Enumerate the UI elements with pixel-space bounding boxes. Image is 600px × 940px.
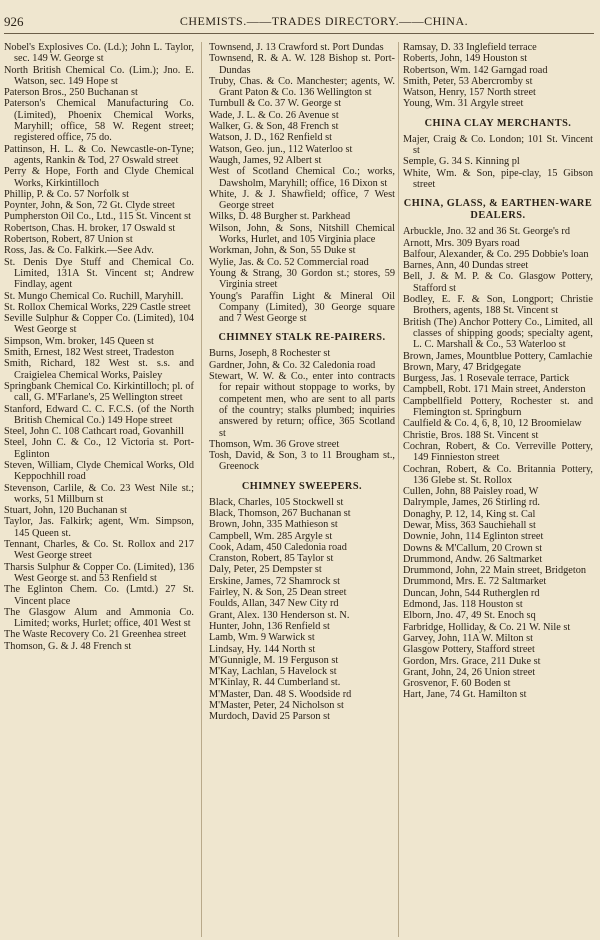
directory-entry: Tosh, David, & Son, 3 to 11 Brougham st., Greenock xyxy=(209,450,395,473)
directory-entry: Wade, J. L. & Co. 26 Avenue st xyxy=(209,109,339,121)
directory-entry: Erskine, James, 72 Shamrock st xyxy=(209,575,340,587)
directory-entry: Downie, John, 114 Eglinton street xyxy=(403,531,544,543)
directory-entry: Lamb, Wm. 9 Warwick st xyxy=(209,632,315,644)
directory-entry: Black, Thomson, 267 Buchanan st xyxy=(209,507,351,519)
directory-entry: Cook, Adam, 450 Caledonia road xyxy=(209,541,347,553)
directory-entry: Phillip, P. & Co. 57 Norfolk st xyxy=(4,188,130,200)
directory-entry: Paterson Bros., 250 Buchanan st xyxy=(4,87,138,99)
directory-entry: Dewar, Miss, 363 Sauchiehall st xyxy=(403,519,536,531)
directory-entry: Steel, John C. 108 Cathcart road, Govanhill xyxy=(4,426,184,438)
directory-entry: Burgess, Jas. 1 Rosevale terrace, Partick xyxy=(403,373,570,385)
column-divider xyxy=(201,42,202,937)
directory-entry: The Waste Recovery Co. 21 Greenhea street xyxy=(4,629,187,641)
directory-entry: Grant, John, 24, 26 Union street xyxy=(403,666,536,678)
directory-entry: Townsend, R. & A. W. 128 Bishop st. Port-Dundas xyxy=(209,53,395,76)
directory-entry: Poynter, John, & Son, 72 Gt. Clyde street xyxy=(4,200,175,212)
directory-entry: Campbell, Wm. 285 Argyle st xyxy=(209,530,333,542)
directory-entry: Stevenson, Carlile, & Co. 23 West Nile st.; works, 51 Millburn st xyxy=(4,482,194,505)
directory-entry: Duncan, John, 544 Rutherglen rd xyxy=(403,587,540,599)
directory-entry: Springbank Chemical Co. Kirkintilloch; pl. of call, G. M'Farlane's, 25 Wellington street xyxy=(4,380,194,404)
directory-entry: Stanford, Edward C. C. F.C.S. (of the North British Chemical Co.) 149 Hope street xyxy=(4,403,194,426)
directory-entry: Arnott, Mrs. 309 Byars road xyxy=(403,237,520,249)
directory-entry: Walker, G. & Son, 48 French st xyxy=(209,121,339,133)
directory-entry: Drummond, Andw. 26 Saltmarket xyxy=(403,553,543,565)
directory-entry: Perry & Hope, Forth and Clyde Chemical Works, Kirkintilloch xyxy=(4,166,194,189)
section-heading: CHIMNEY STALK RE-PAIRERS. xyxy=(218,332,386,344)
directory-entry: British (The) Anchor Pottery Co., Limited, all classes of shipping goods; specialty agent, L. C. Marshall & Co., 53 Waterloo st xyxy=(403,316,593,351)
directory-entry: Fairley, N. & Son, 25 Dean street xyxy=(209,587,347,599)
directory-entry: Campbell, Robt. 171 Main street, Anderston xyxy=(403,384,586,396)
section-heading: CHINA, GLASS, & EARTHEN-WARE DEALERS. xyxy=(403,198,593,222)
directory-entry: West of Scotland Chemical Co.; works, Dawsholm, Maryhill; office, 16 Dixon st xyxy=(209,166,395,189)
directory-entry: Ramsay, D. 33 Inglefield terrace xyxy=(403,42,537,53)
directory-entry: Young, Wm. 31 Argyle street xyxy=(403,98,524,110)
directory-entry: Wylie, Jas. & Co. 52 Commercial road xyxy=(209,256,369,268)
directory-entry: Elborn, Jno. 47, 49 St. Enoch sq xyxy=(403,610,536,622)
column-3 xyxy=(403,42,593,937)
directory-entry: Barnes, Ann, 40 Dundas street xyxy=(403,260,529,272)
directory-entry: M'Master, Dan. 48 S. Woodside rd xyxy=(209,688,352,700)
directory-entry: Lindsay, Hy. 144 North st xyxy=(209,643,316,655)
directory-entry: Hart, Jane, 74 Gt. Hamilton st xyxy=(403,689,527,701)
directory-entry: Drummond, John, 22 Main street, Bridgeton xyxy=(403,565,587,577)
directory-entry: Smith, Peter, 53 Abercromby st xyxy=(403,75,533,87)
directory-entry: Watson, J. D., 162 Renfield st xyxy=(209,132,333,144)
directory-entry: Pumpherston Oil Co., Ltd., 115 St. Vincent st xyxy=(4,211,192,223)
directory-entry: Smith, Richard, 182 West st. s.s. and Craigielea Chemical Works, Paisley xyxy=(4,358,194,381)
directory-entry: Hunter, John, 136 Renfield st xyxy=(209,620,330,632)
directory-entry: The Glasgow Alum and Ammonia Co. Limited; works, Hurlet; office, 401 West st xyxy=(4,606,194,630)
directory-entry: Waugh, James, 92 Albert st xyxy=(209,154,322,166)
directory-entry: The Eglinton Chem. Co. (Lmtd.) 27 St. Vincent place xyxy=(4,584,194,607)
header-rule xyxy=(4,33,594,34)
directory-entry: Brown, James, Mountblue Pottery, Camlachie xyxy=(403,350,593,362)
directory-entry: Smith, Ernest, 182 West street, Tradeston xyxy=(4,347,175,359)
directory-entry: Workman, John, & Son, 55 Duke st xyxy=(209,245,356,257)
directory-entry: Watson, Henry, 157 North street xyxy=(403,87,536,99)
directory-entry: Thomson, Wm. 36 Grove street xyxy=(209,438,340,450)
directory-entry: Nobel's Explosives Co. (Ld.); John L. Taylor, sec. 149 W. George st xyxy=(4,42,194,65)
directory-entry: Cullen, John, 88 Paisley road, W xyxy=(403,486,539,498)
directory-entry: Daly, Peter, 25 Dempster st xyxy=(209,564,322,576)
directory-entry: Wilks, D. 48 Burgher st. Parkhead xyxy=(209,211,351,223)
directory-entry: Burns, Joseph, 8 Rochester st xyxy=(209,348,331,360)
directory-entry: Drummond, Mrs. E. 72 Saltmarket xyxy=(403,576,547,588)
directory-entry: Turnbull & Co. 37 W. George st xyxy=(209,98,342,110)
directory-entry: Farbridge, Holliday, & Co. 21 W. Nile st xyxy=(403,621,571,633)
section-heading: CHIMNEY SWEEPERS. xyxy=(241,480,363,492)
directory-entry: Steven, William, Clyde Chemical Works, Old Keppochhill road xyxy=(4,459,194,483)
directory-entry: Young's Paraffin Light & Mineral Oil Company (Limited), 30 George square and 7 West George st xyxy=(209,290,395,325)
directory-entry: Grosvenor, F. 60 Boden st xyxy=(403,678,511,690)
directory-entry: Taylor, Jas. Falkirk; agent, Wm. Simpson, 145 Queen st. xyxy=(4,516,194,539)
directory-entry: Grant, Alex. 130 Henderson st. N. xyxy=(209,609,350,621)
directory-entry: Cochran, Robert, & Co. Verreville Pottery, 149 Finnieston street xyxy=(403,440,593,464)
directory-entry: Edmond, Jas. 118 Houston st xyxy=(403,599,523,611)
directory-entry: Robertson, Chas. H. broker, 17 Oswald st xyxy=(4,222,176,234)
column-2 xyxy=(209,42,395,937)
directory-entry: Caulfield & Co. 4, 6, 8, 10, 12 Broomielaw xyxy=(403,418,582,430)
directory-entry: Gardner, John, & Co. 32 Caledonia road xyxy=(209,359,376,371)
directory-entry: White, Wm. & Son, pipe-clay, 15 Gibson street xyxy=(403,167,593,190)
directory-entry: Campbellfield Pottery, Rochester st. and Flemington st. Springburn xyxy=(403,395,593,419)
section-heading: CHINA CLAY MERCHANTS. xyxy=(424,117,572,129)
directory-entry: Downs & M'Callum, 20 Crown st xyxy=(403,542,543,554)
directory-entry: Thomson, G. & J. 48 French st xyxy=(4,640,132,652)
running-head: CHEMISTS.——TRADES DIRECTORY.——CHINA. xyxy=(179,14,469,28)
directory-entry: Truby, Chas. & Co. Manchester; agents, W. Grant Paton & Co. 136 Wellington st xyxy=(209,75,395,99)
directory-entry: Robertson, Robert, 87 Union st xyxy=(4,234,133,246)
directory-entry: Pattinson, H. L. & Co. Newcastle-on-Tyne; agents, Rankin & Tod, 27 Oswald street xyxy=(4,143,194,166)
column-divider xyxy=(398,42,399,937)
directory-entry: Christie, Bros. 188 St. Vincent st xyxy=(403,429,539,441)
directory-entry: Arbuckle, Jno. 32 and 36 St. George's rd xyxy=(403,226,570,238)
directory-entry: Wilson, John, & Sons, Nitshill Chemical Works, Hurlet, and 105 Virginia place xyxy=(209,222,395,246)
directory-entry: Bell, J. & M. P. & Co. Glasgow Pottery, Stafford st xyxy=(403,271,593,294)
directory-entry: Black, Charles, 105 Stockwell st xyxy=(209,496,344,508)
directory-entry: Tharsis Sulphur & Copper Co. (Limited), 136 West George st. and 53 Renfield st xyxy=(4,561,194,584)
directory-entry: Cochran, Robert, & Co. Britannia Pottery, 136 Glebe st. St. Rollox xyxy=(403,463,593,486)
directory-entry: Garvey, John, 11A W. Milton st xyxy=(403,632,533,644)
directory-entry: Roberts, John, 149 Houston st xyxy=(403,53,528,65)
directory-entry: Tennant, Charles, & Co. St. Rollox and 217 West George street xyxy=(4,539,194,562)
directory-entry: Simpson, Wm. broker, 145 Queen st xyxy=(4,335,154,347)
directory-entry: White, J. & J. Shawfield; office, 7 West George street xyxy=(209,188,395,212)
directory-entry: M'Kay, Lachlan, 5 Havelock st xyxy=(209,666,337,678)
directory-entry: Balfour, Alexander, & Co. 295 Dobbie's loan xyxy=(403,248,589,260)
page-header xyxy=(4,14,594,30)
directory-entry: Majer, Craig & Co. London; 101 St. Vincent st xyxy=(403,133,593,157)
directory-entry: Dalrymple, James, 26 Stirling rd. xyxy=(403,497,540,509)
directory-entry: St. Denis Dye Stuff and Chemical Co. Limited, 131A St. Vincent st; Andrew Findlay, agent xyxy=(4,256,194,291)
column-1 xyxy=(4,42,194,937)
directory-entry: M'Kinlay, R. 44 Cumberland st. xyxy=(209,677,341,689)
directory-entry: Robertson, Wm. 142 Garngad road xyxy=(403,64,548,76)
directory-entry: Townsend, J. 13 Crawford st. Port Dundas xyxy=(209,42,384,53)
directory-entry: Murdoch, David 25 Parson st xyxy=(209,711,330,723)
directory-entry: St. Rollox Chemical Works, 229 Castle street xyxy=(4,301,191,313)
directory-entry: Steel, John C. & Co., 12 Victoria st. Port-Eglinton xyxy=(4,437,194,460)
page-number: 926 xyxy=(4,14,24,29)
directory-entry: Semple, G. 34 S. Kinning pl xyxy=(403,156,520,168)
directory-entry: Seville Sulphur & Copper Co. (Limited), 104 West George st xyxy=(4,313,194,336)
directory-entry: Brown, John, 335 Mathieson st xyxy=(209,519,338,531)
directory-entry: Bodley, E. F. & Son, Longport; Christie Brothers, agents, 188 St. Vincent st xyxy=(403,294,593,317)
directory-entry: Young & Strang, 30 Gordon st.; stores, 59 Virginia street xyxy=(209,267,395,291)
directory-entry: Stuart, John, 120 Buchanan st xyxy=(4,505,127,517)
directory-entry: Glasgow Pottery, Stafford street xyxy=(403,644,535,656)
directory-entry: M'Master, Peter, 24 Nicholson st xyxy=(209,700,344,712)
directory-entry: Stewart, W. W. & Co., enter into contracts for repair without stoppage to works, by competent men, who are sent to all parts of the country; stalks plumbed; inquiries answered by return; office, 365 Scotland st xyxy=(209,371,395,439)
directory-entry: Gordon, Mrs. Grace, 211 Duke st xyxy=(403,655,541,667)
directory-entry: Cranston, Robert, 85 Taylor st xyxy=(209,553,334,565)
directory-entry: M'Gunnigle, M. 19 Ferguson st xyxy=(209,654,339,666)
directory-entry: Paterson's Chemical Manufacturing Co. (Limited), Phoenix Chemical Works, Maryhill; office, 58 W. Regent street; registered office, 75 do. xyxy=(4,98,194,144)
directory-entry: Donaghy, P. 12, 14, King st. Cal xyxy=(403,508,536,520)
directory-entry: Foulds, Allan, 347 New City rd xyxy=(209,598,339,610)
directory-entry: North British Chemical Co. (Lim.); Jno. E. Watson, sec. 149 Hope st xyxy=(4,64,194,87)
directory-entry: Brown, Mary, 47 Bridgegate xyxy=(403,361,522,373)
directory-entry: St. Mungo Chemical Co. Ruchill, Maryhill. xyxy=(4,290,184,302)
directory-entry: Watson, Geo. jun., 112 Waterloo st xyxy=(209,143,353,155)
directory-entry: Ross, Jas. & Co. Falkirk.—See Adv. xyxy=(4,245,154,257)
